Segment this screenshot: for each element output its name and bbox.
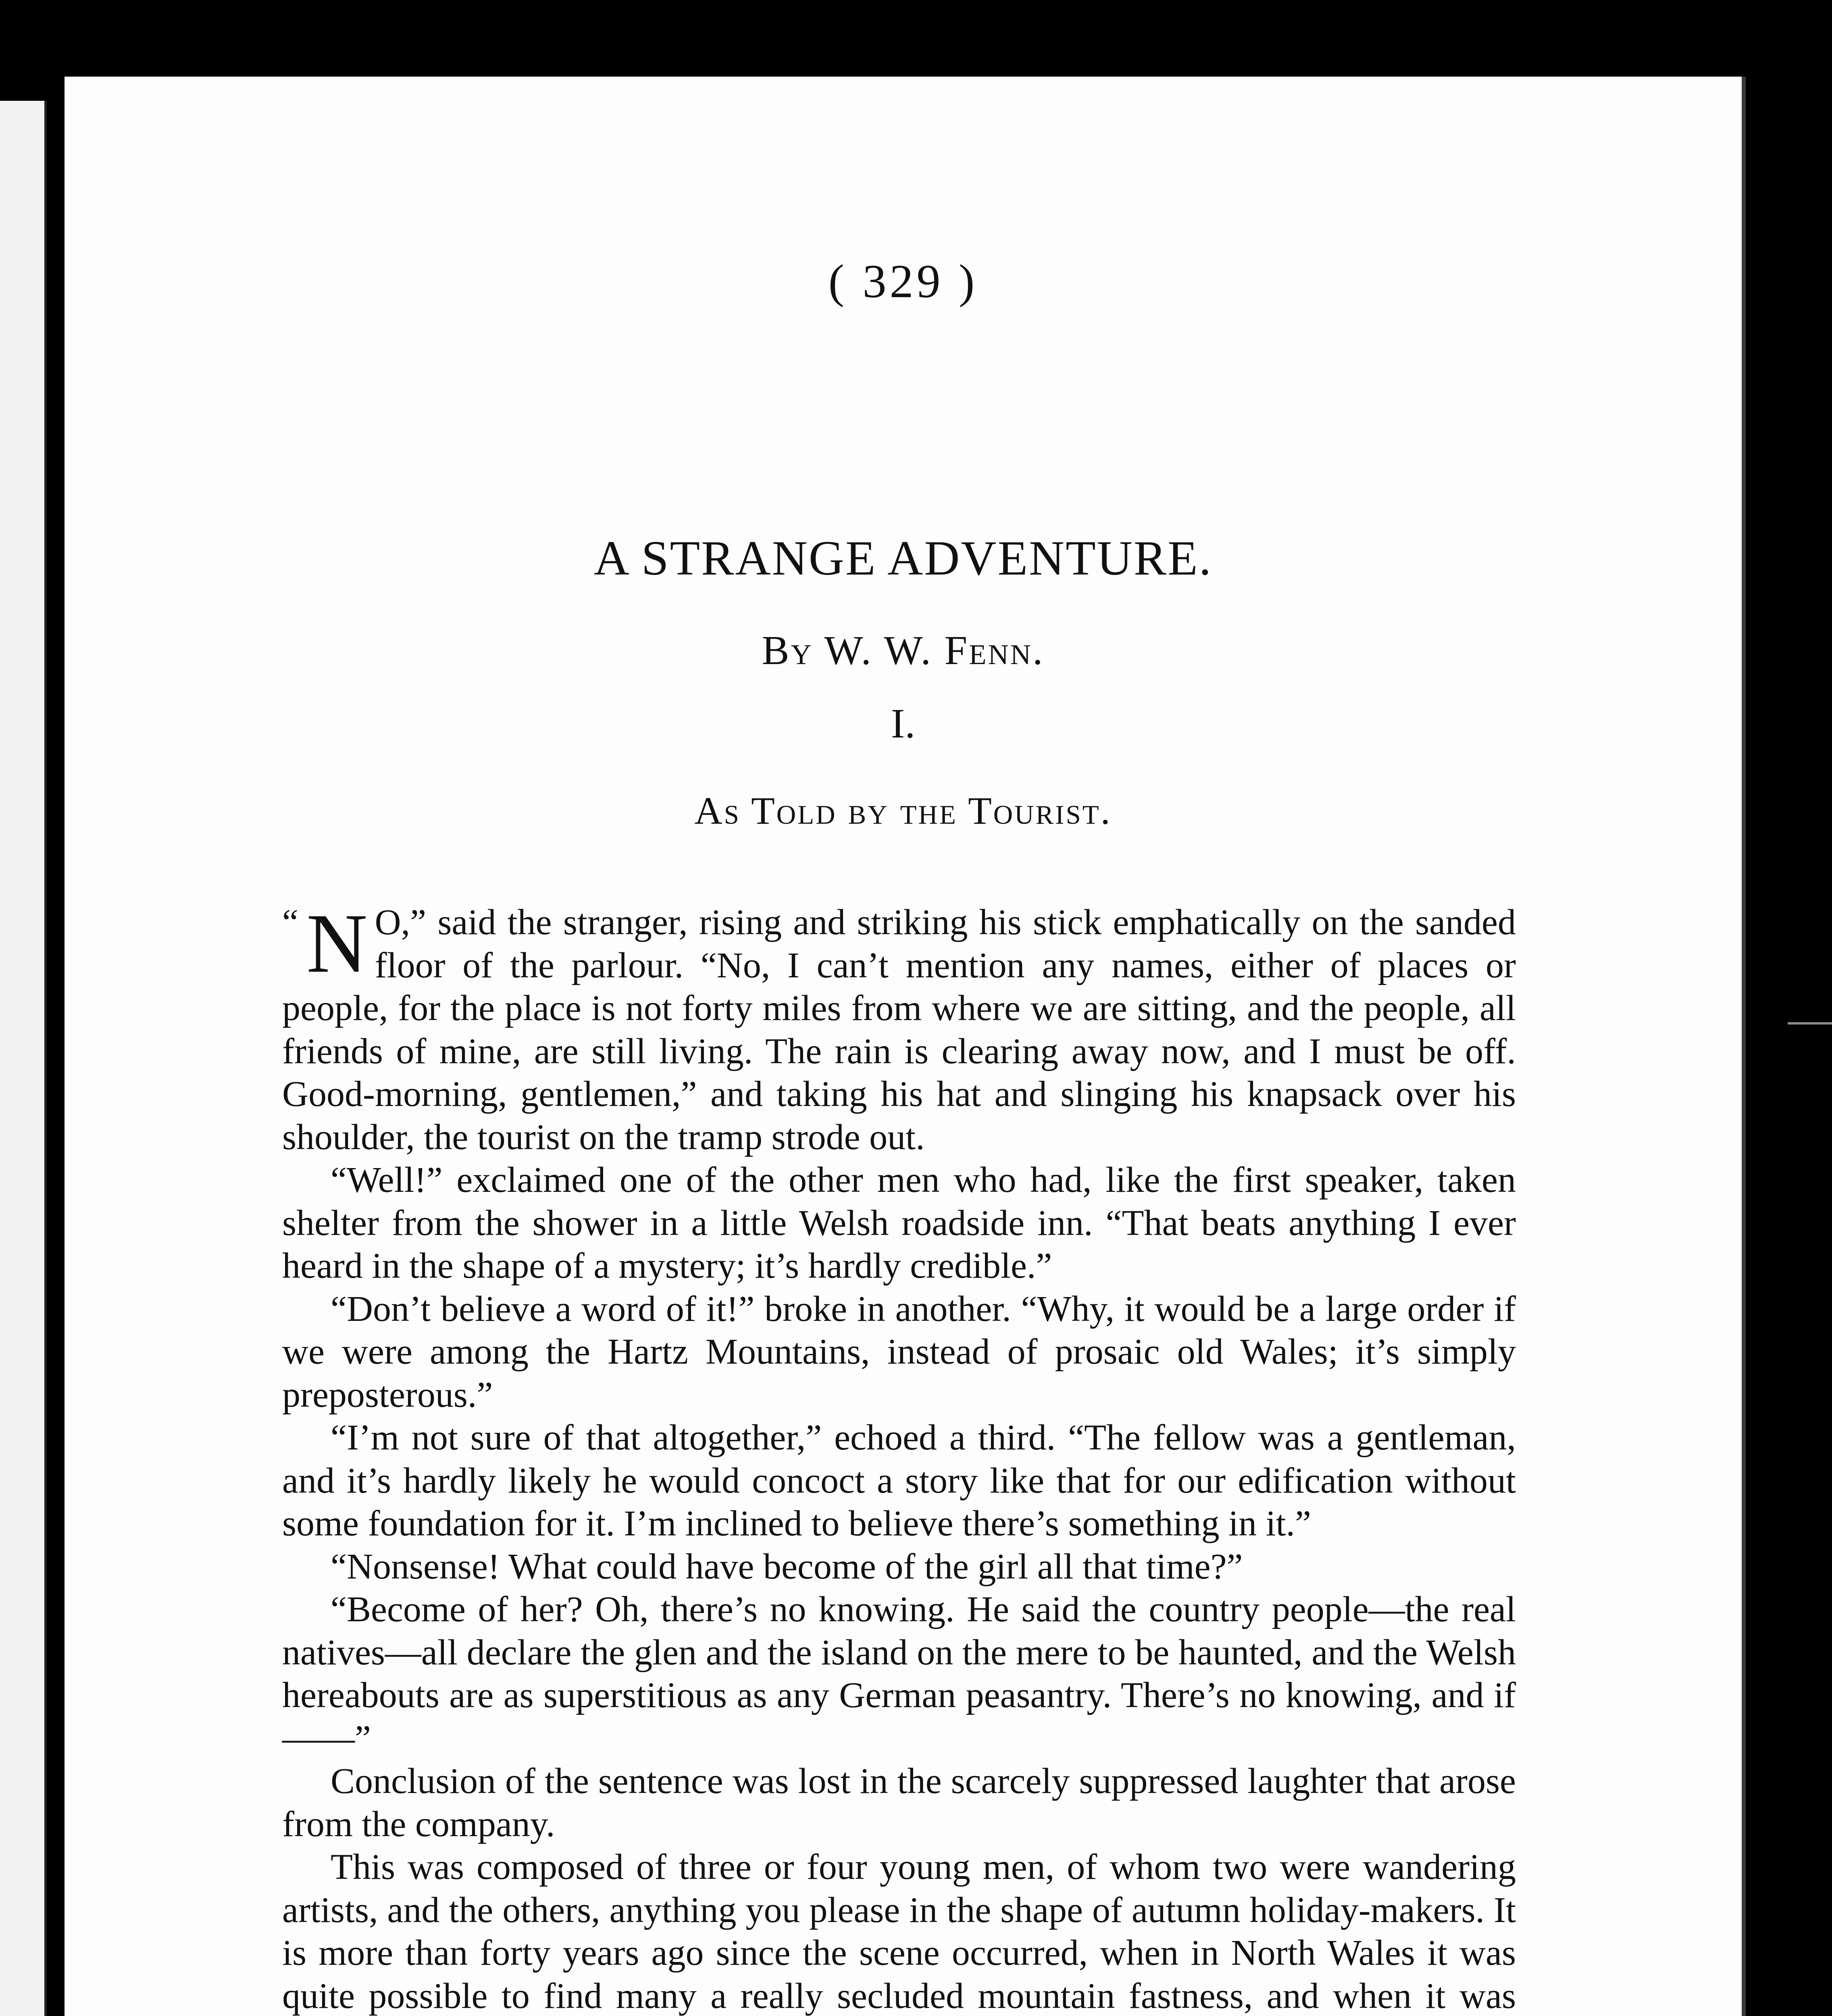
byline: By W. W. Fenn. <box>762 628 1045 673</box>
paragraph: “Well!” exclaimed one of the other men who had, like the first speaker, taken shelter from the shower in a little Welsh roadside inn. “That beats anything I ever heard in the shape of a mystery; it’s hardly credible.” <box>282 1160 1516 1286</box>
left-page-edge <box>0 101 47 2016</box>
page-number: ( 329 ) <box>828 255 978 308</box>
section-title: As Told by the Tourist. <box>694 789 1112 832</box>
paragraph-1-text: O,” said the stranger, rising and striking his stick emphatically on the sanded floor of the parlour. “No, I can’t mention any names, either of places or people, for the place is not forty miles from where we are sitting, and the people, all friends of mine, are still living. The rain is clearing away now, and I must be off. Good-morning, gentlemen,” and taking his hat and slinging his knapsack over his shoulder, the tourist on the tramp strode out. <box>282 902 1516 1157</box>
book-page <box>65 77 1746 2016</box>
page-edge-mark <box>1788 1022 1832 1025</box>
article-title: A STRANGE ADVENTURE. <box>593 531 1213 585</box>
opening-quote: “ <box>282 902 298 942</box>
paragraph: This was composed of three or four young men, of whom two were wandering artists, and the others, anything you please in the shape of autumn holiday-makers. It is more than forty years ago since the scene occurred, when in North Wales it was quite possible to find many a really secluded mountain fastness, and when it was <box>282 1847 1516 2016</box>
paragraph-1 <box>282 897 1516 1159</box>
paragraph: “Become of her? Oh, there’s no knowing. He said the country people—the real natives—all declare the glen and the island on the mere to be haunted, and the Welsh hereabouts are as superstitious as any German peasantry. There’s no knowing, and if——” <box>282 1589 1516 1758</box>
drop-cap: N <box>306 897 368 990</box>
section-number: I. <box>891 700 916 747</box>
paragraph: “Nonsense! What could have become of the girl all that time?” <box>331 1546 1243 1587</box>
paragraph: Conclusion of the sentence was lost in the scarcely suppressed laughter that arose from the company. <box>282 1761 1516 1844</box>
article-body <box>282 897 1516 2016</box>
paragraph: “Don’t believe a word of it!” broke in another. “Why, it would be a large order if we were among the Hartz Mountains, instead of prosaic old Wales; it’s simply preposterous.” <box>282 1289 1516 1415</box>
paragraph: “I’m not sure of that altogether,” echoed a third. “The fellow was a gentleman, and it’s hardly likely he would concoct a story like that for our edification without some foundation for it. I’m inclined to believe there’s something in it.” <box>282 1418 1516 1543</box>
